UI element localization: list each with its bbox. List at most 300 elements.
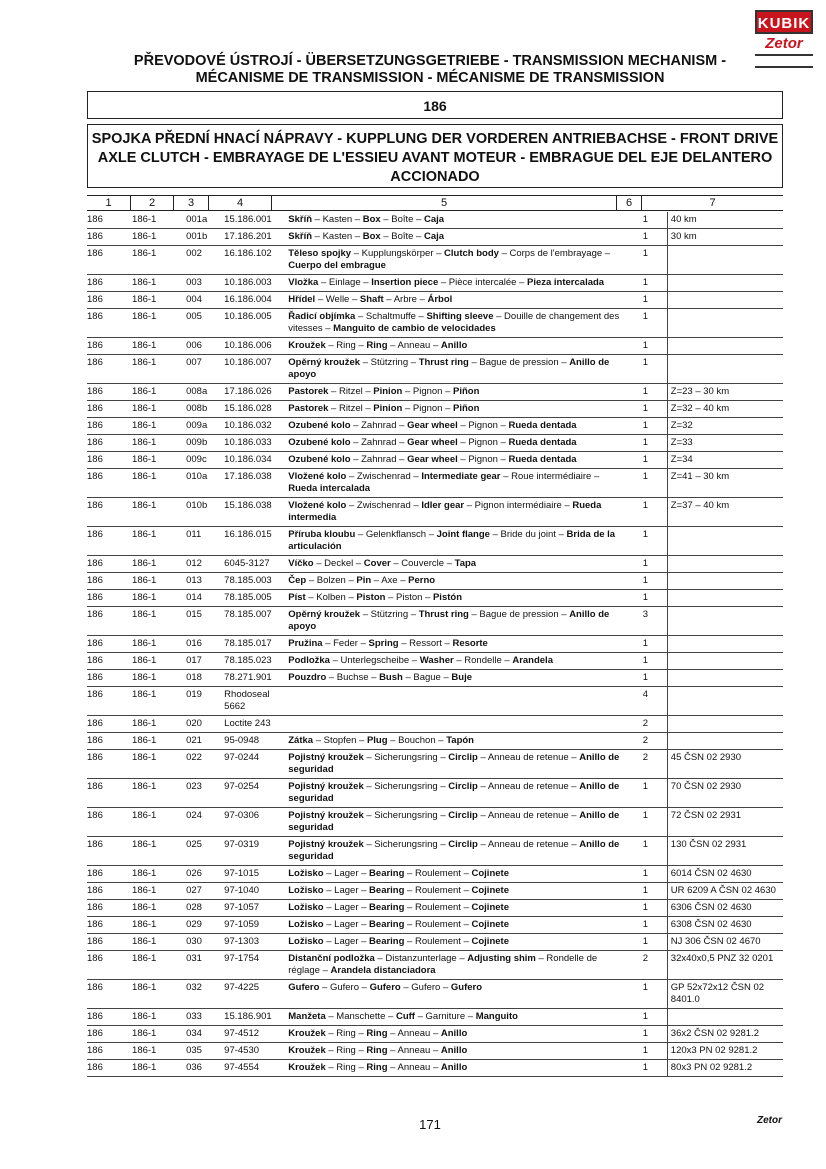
quantity-cell: 1 [631, 1009, 668, 1026]
description-part: Pieza intercalada [526, 277, 605, 288]
description-part: Spring [368, 638, 399, 649]
description-part: Rueda intercalada [288, 483, 371, 494]
figure-cell: 186-1 [130, 229, 177, 246]
table-row [87, 808, 783, 837]
note-cell: NJ 306 ČSN 02 4670 [667, 934, 783, 951]
position-cell: 002 [177, 246, 222, 275]
description-part: Cojinete [471, 936, 509, 947]
description-part: – Ring – [325, 1062, 367, 1073]
note-cell: Z=32 [667, 418, 783, 435]
quantity-cell: 1 [631, 338, 668, 355]
description-part: – Ring – [325, 340, 367, 351]
position-cell: 009a [177, 418, 222, 435]
description-cell [286, 229, 630, 246]
group-cell: 186 [87, 292, 130, 309]
description-part: Circlip [448, 810, 478, 821]
quantity-cell: 1 [631, 866, 668, 883]
position-cell: 016 [177, 636, 222, 653]
description-part: Rueda intermedia [288, 500, 602, 523]
part-number-cell: 10.186.006 [222, 338, 286, 355]
description-part: – Ritzel – [328, 386, 374, 397]
description-part: – Anneau de retenue – [477, 810, 580, 821]
quantity-cell: 2 [631, 951, 668, 980]
figure-cell: 186-1 [130, 716, 177, 733]
description-part: Distanční podložka [288, 953, 375, 964]
group-cell: 186 [87, 934, 130, 951]
group-cell: 186 [87, 653, 130, 670]
note-cell [667, 1009, 783, 1026]
group-cell: 186 [87, 866, 130, 883]
position-cell: 012 [177, 556, 222, 573]
description-part: – Einlage – [318, 277, 372, 288]
position-cell: 023 [177, 779, 222, 808]
description-part: Opěrný kroužek [288, 357, 361, 368]
group-cell: 186 [87, 808, 130, 837]
description-part: Thrust ring [418, 609, 469, 620]
description-cell [286, 435, 630, 452]
description-part: – Feder – [322, 638, 369, 649]
note-cell: UR 6209 A ČSN 02 4630 [667, 883, 783, 900]
figure-cell: 186-1 [130, 808, 177, 837]
figure-cell: 186-1 [130, 384, 177, 401]
group-cell: 186 [87, 556, 130, 573]
description-part: Anillo de apoyo [288, 609, 610, 632]
part-number-cell: 17.186.026 [222, 384, 286, 401]
quantity-cell: 1 [631, 418, 668, 435]
table-row [87, 498, 783, 527]
description-part: – Rondelle – [453, 655, 513, 666]
description-part: Anillo [440, 1028, 468, 1039]
table-row [87, 900, 783, 917]
note-cell [667, 275, 783, 292]
figure-cell: 186-1 [130, 355, 177, 384]
position-cell: 018 [177, 670, 222, 687]
description-cell [286, 590, 630, 607]
quantity-cell: 1 [631, 212, 668, 229]
description-part: – Ring – [325, 1028, 367, 1039]
description-part: Anillo [440, 340, 468, 351]
col-header-3: 3 [173, 196, 208, 210]
description-part: Shifting sleeve [426, 311, 494, 322]
description-part: Bearing [369, 919, 405, 930]
part-number-cell: 78.271.901 [222, 670, 286, 687]
description-cell [286, 212, 630, 229]
table-row [87, 401, 783, 418]
note-cell: Z=23 – 30 km [667, 384, 783, 401]
description-part: – Roulement – [404, 919, 472, 930]
description-part: – Schaltmuffe – [355, 311, 427, 322]
quantity-cell: 1 [631, 401, 668, 418]
quantity-cell: 1 [631, 384, 668, 401]
note-cell [667, 607, 783, 636]
description-part: – Lager – [323, 885, 370, 896]
description-cell [286, 636, 630, 653]
group-cell: 186 [87, 917, 130, 934]
table-row [87, 469, 783, 498]
figure-cell: 186-1 [130, 275, 177, 292]
description-cell [286, 808, 630, 837]
position-cell: 009b [177, 435, 222, 452]
position-cell: 003 [177, 275, 222, 292]
quantity-cell: 1 [631, 435, 668, 452]
position-cell: 013 [177, 573, 222, 590]
parts-table [87, 212, 783, 1077]
group-cell: 186 [87, 716, 130, 733]
group-cell: 186 [87, 900, 130, 917]
description-part: – Pièce intercalée – [438, 277, 527, 288]
description-part: Skříň [288, 231, 313, 242]
description-cell [286, 670, 630, 687]
description-cell [286, 733, 630, 750]
description-part: – Bague de pression – [468, 609, 570, 620]
note-cell [667, 590, 783, 607]
quantity-cell: 1 [631, 670, 668, 687]
table-row [87, 229, 783, 246]
position-cell: 022 [177, 750, 222, 779]
quantity-cell: 1 [631, 1060, 668, 1077]
table-row [87, 980, 783, 1009]
figure-cell: 186-1 [130, 435, 177, 452]
note-cell: 72 ČSN 02 2931 [667, 808, 783, 837]
table-row [87, 1009, 783, 1026]
description-cell [286, 338, 630, 355]
description-part: – Roue intermédiaire – [500, 471, 600, 482]
description-part: – Ring – [325, 1045, 367, 1056]
group-cell: 186 [87, 750, 130, 779]
figure-cell: 186-1 [130, 1026, 177, 1043]
part-number-cell: 97-0244 [222, 750, 286, 779]
note-cell: Z=32 – 40 km [667, 401, 783, 418]
group-cell: 186 [87, 212, 130, 229]
description-cell [286, 1060, 630, 1077]
description-part: – Anneau de retenue – [477, 839, 580, 850]
description-part: Ozubené kolo [288, 454, 351, 465]
quantity-cell: 2 [631, 716, 668, 733]
description-part: Arandela distanciadora [330, 965, 436, 976]
table-row [87, 275, 783, 292]
description-part: Bearing [369, 885, 405, 896]
note-cell: 32x40x0,5 PNZ 32 0201 [667, 951, 783, 980]
note-cell [667, 355, 783, 384]
description-cell [286, 355, 630, 384]
description-part: – Anneau de retenue – [477, 752, 580, 763]
description-cell [286, 1043, 630, 1060]
description-part: Kroužek [288, 340, 326, 351]
description-part: Pinion [373, 386, 403, 397]
note-cell: GP 52x72x12 ČSN 02 8401.0 [667, 980, 783, 1009]
note-cell: Z=34 [667, 452, 783, 469]
figure-cell: 186-1 [130, 556, 177, 573]
kubik-logo-text: KUBIK [755, 10, 813, 34]
description-part: Resorte [452, 638, 488, 649]
description-cell [286, 951, 630, 980]
note-cell: 40 km [667, 212, 783, 229]
description-part: Thrust ring [418, 357, 469, 368]
description-part: – Roulement – [404, 902, 472, 913]
description-part: Bearing [369, 936, 405, 947]
position-cell: 035 [177, 1043, 222, 1060]
description-part: – Boîte – [380, 214, 424, 225]
part-number-cell: 97-0254 [222, 779, 286, 808]
quantity-cell: 2 [631, 733, 668, 750]
description-part: – Sicherungsring – [363, 781, 449, 792]
position-cell: 011 [177, 527, 222, 556]
figure-cell: 186-1 [130, 498, 177, 527]
position-cell: 004 [177, 292, 222, 309]
table-row [87, 1060, 783, 1077]
description-cell [286, 917, 630, 934]
figure-cell: 186-1 [130, 1043, 177, 1060]
quantity-cell: 1 [631, 527, 668, 556]
description-part: Anillo de seguridad [288, 781, 620, 804]
figure-cell: 186-1 [130, 866, 177, 883]
description-part: Těleso spojky [288, 248, 352, 259]
description-cell [286, 900, 630, 917]
part-number-cell: 78.185.005 [222, 590, 286, 607]
description-part: – Sicherungsring – [363, 810, 449, 821]
description-part: Washer [419, 655, 454, 666]
position-cell: 036 [177, 1060, 222, 1077]
quantity-cell: 1 [631, 452, 668, 469]
position-cell: 029 [177, 917, 222, 934]
description-cell [286, 527, 630, 556]
description-part: Ring [366, 1028, 388, 1039]
table-row [87, 733, 783, 750]
description-part: Opěrný kroužek [288, 609, 361, 620]
part-number-cell: 97-0319 [222, 837, 286, 866]
table-row [87, 246, 783, 275]
part-number-cell: Loctite 243 [222, 716, 286, 733]
description-part: – Kolben – [305, 592, 357, 603]
group-cell: 186 [87, 435, 130, 452]
figure-cell: 186-1 [130, 573, 177, 590]
description-cell [286, 883, 630, 900]
description-part: Ložisko [288, 868, 324, 879]
description-cell [286, 980, 630, 1009]
quantity-cell: 1 [631, 229, 668, 246]
col-header-7: 7 [641, 196, 783, 210]
description-part: – Gufero – [319, 982, 370, 993]
description-part: – Roulement – [404, 936, 472, 947]
table-row [87, 355, 783, 384]
part-number-cell: 97-1057 [222, 900, 286, 917]
description-part: – Boîte – [380, 231, 424, 242]
description-part: Ring [366, 1062, 388, 1073]
figure-cell: 186-1 [130, 837, 177, 866]
position-cell: 005 [177, 309, 222, 338]
table-row [87, 590, 783, 607]
group-title-box: SPOJKA PŘEDNÍ HNACÍ NÁPRAVY - KUPPLUNG DER VORDEREN ANTRIEBACHSE - FRONT DRIVE AXLE CLUTCH - EMBRAYAGE DE L'ESSIEU AVANT MOTEUR - EMBRAGUE DEL EJE DELANTERO ACCIONADO [87, 124, 783, 188]
description-part: – Lager – [323, 919, 370, 930]
description-part: Piston [356, 592, 386, 603]
description-part: – Zwischenrad – [346, 500, 422, 511]
description-part: – Distanzunterlage – [374, 953, 468, 964]
table-row [87, 687, 783, 716]
description-part: Cover [363, 558, 391, 569]
description-part: Hřídel [288, 294, 316, 305]
description-part: Arandela [512, 655, 553, 666]
note-cell: 36x2 ČSN 02 9281.2 [667, 1026, 783, 1043]
description-part: – Lager – [323, 936, 370, 947]
description-part: Bush [379, 672, 403, 683]
table-row [87, 384, 783, 401]
position-cell: 008a [177, 384, 222, 401]
description-cell [286, 687, 630, 716]
quantity-cell: 1 [631, 590, 668, 607]
position-cell: 006 [177, 338, 222, 355]
group-cell: 186 [87, 607, 130, 636]
note-cell: 120x3 PN 02 9281.2 [667, 1043, 783, 1060]
group-cell: 186 [87, 418, 130, 435]
description-part: – Pignon – [457, 437, 509, 448]
position-cell: 028 [177, 900, 222, 917]
description-part: Vložené kolo [288, 500, 347, 511]
description-part: Circlip [448, 781, 478, 792]
table-row [87, 309, 783, 338]
description-part: – Buchse – [326, 672, 380, 683]
description-part: Circlip [448, 839, 478, 850]
position-cell: 033 [177, 1009, 222, 1026]
description-cell [286, 275, 630, 292]
description-part: – Zahnrad – [350, 420, 408, 431]
part-number-cell: 17.186.201 [222, 229, 286, 246]
group-cell: 186 [87, 1043, 130, 1060]
description-part: Rueda dentada [508, 420, 577, 431]
description-cell [286, 498, 630, 527]
description-part: Čep [288, 575, 307, 586]
quantity-cell: 1 [631, 469, 668, 498]
position-cell: 017 [177, 653, 222, 670]
description-part: Anillo de seguridad [288, 752, 620, 775]
note-cell: 70 ČSN 02 2930 [667, 779, 783, 808]
description-part: Ring [366, 340, 388, 351]
figure-cell: 186-1 [130, 687, 177, 716]
group-cell: 186 [87, 1026, 130, 1043]
group-cell: 186 [87, 498, 130, 527]
description-part: Anillo de seguridad [288, 810, 620, 833]
description-part: Cojinete [471, 868, 509, 879]
description-cell [286, 556, 630, 573]
description-part: Gear wheel [407, 420, 458, 431]
description-cell [286, 1009, 630, 1026]
position-cell: 019 [177, 687, 222, 716]
figure-cell: 186-1 [130, 980, 177, 1009]
note-cell [667, 716, 783, 733]
position-cell: 030 [177, 934, 222, 951]
table-row [87, 292, 783, 309]
description-part: – Roulement – [404, 868, 472, 879]
description-part: – Kupplungskörper – [351, 248, 445, 259]
figure-cell: 186-1 [130, 469, 177, 498]
part-number-cell: 10.186.005 [222, 309, 286, 338]
table-row [87, 917, 783, 934]
note-cell [667, 556, 783, 573]
description-part: Rueda dentada [508, 437, 577, 448]
description-part: Manžeta [288, 1011, 326, 1022]
table-row [87, 837, 783, 866]
part-number-cell: 97-0306 [222, 808, 286, 837]
quantity-cell: 1 [631, 556, 668, 573]
description-part: – Bride du joint – [489, 529, 567, 540]
note-cell [667, 670, 783, 687]
part-number-cell: 17.186.038 [222, 469, 286, 498]
group-cell: 186 [87, 951, 130, 980]
description-part: Box [362, 231, 381, 242]
group-cell: 186 [87, 246, 130, 275]
quantity-cell: 1 [631, 653, 668, 670]
quantity-cell: 1 [631, 275, 668, 292]
position-cell: 031 [177, 951, 222, 980]
group-cell: 186 [87, 469, 130, 498]
description-part: – Kasten – [312, 231, 363, 242]
description-cell [286, 309, 630, 338]
description-part: – Anneau – [387, 1045, 441, 1056]
description-part: – Sicherungsring – [363, 752, 449, 763]
description-part: Brida de la articulación [288, 529, 616, 552]
part-number-cell: 10.186.034 [222, 452, 286, 469]
page-number: 171 [419, 1117, 441, 1132]
description-part: Ložisko [288, 919, 324, 930]
figure-cell: 186-1 [130, 401, 177, 418]
description-part: Bearing [369, 868, 405, 879]
figure-cell: 186-1 [130, 917, 177, 934]
group-cell: 186 [87, 837, 130, 866]
description-part: – Gelenkflansch – [355, 529, 437, 540]
figure-cell: 186-1 [130, 309, 177, 338]
description-part: – Manschette – [325, 1011, 396, 1022]
note-cell: 80x3 PN 02 9281.2 [667, 1060, 783, 1077]
part-number-cell: 97-1040 [222, 883, 286, 900]
figure-cell: 186-1 [130, 292, 177, 309]
note-cell [667, 653, 783, 670]
description-cell [286, 246, 630, 275]
note-cell [667, 292, 783, 309]
figure-cell: 186-1 [130, 607, 177, 636]
note-cell [667, 246, 783, 275]
description-part: Pojistný kroužek [288, 810, 364, 821]
description-cell [286, 401, 630, 418]
position-cell: 024 [177, 808, 222, 837]
col-header-1: 1 [105, 197, 112, 209]
group-cell: 186 [87, 573, 130, 590]
table-row [87, 866, 783, 883]
description-part: Circlip [448, 752, 478, 763]
group-cell: 186 [87, 229, 130, 246]
group-cell: 186 [87, 401, 130, 418]
description-part: Buje [451, 672, 473, 683]
description-part: – Axe – [371, 575, 409, 586]
part-number-cell: 15.186.028 [222, 401, 286, 418]
figure-cell: 186-1 [130, 590, 177, 607]
description-cell [286, 750, 630, 779]
quantity-cell: 2 [631, 750, 668, 779]
quantity-cell: 1 [631, 1043, 668, 1060]
description-cell [286, 653, 630, 670]
description-part: Box [362, 214, 381, 225]
table-row [87, 779, 783, 808]
position-cell: 010a [177, 469, 222, 498]
figure-cell: 186-1 [130, 418, 177, 435]
part-number-cell: 95-0948 [222, 733, 286, 750]
description-part: Ring [366, 1045, 388, 1056]
description-cell [286, 866, 630, 883]
description-part: Píst [288, 592, 306, 603]
description-part: – Pignon intermédiaire – [464, 500, 573, 511]
description-part: Ložisko [288, 885, 324, 896]
position-cell: 010b [177, 498, 222, 527]
description-part: Gear wheel [407, 454, 458, 465]
figure-cell: 186-1 [130, 883, 177, 900]
